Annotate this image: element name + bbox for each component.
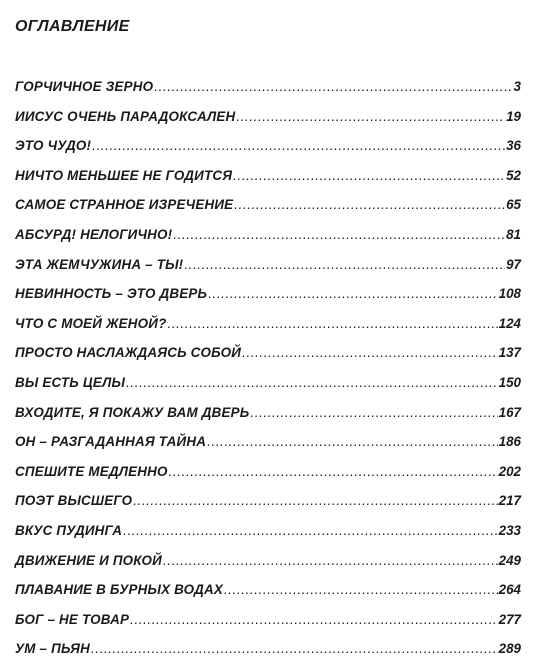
page-title: ОГЛАВЛЕНИЕ — [15, 18, 130, 35]
dot-leader — [130, 612, 498, 627]
dot-leader — [250, 405, 497, 420]
toc-entry — [15, 109, 521, 139]
dot-leader — [208, 286, 497, 301]
dot-leader — [234, 197, 505, 212]
toc-entry-page-number: 65 — [506, 197, 521, 213]
toc-entry — [15, 227, 521, 257]
toc-entry — [15, 553, 521, 583]
dot-leader — [91, 641, 498, 656]
toc-entry-page-number: 137 — [498, 345, 521, 361]
toc-entry-page-number: 186 — [498, 434, 521, 450]
toc-entry-title: НИЧТО МЕНЬШЕЕ НЕ ГОДИТСЯ — [15, 167, 233, 183]
dot-leader — [92, 138, 505, 153]
toc-entry — [15, 405, 521, 435]
toc-entry-page-number: 277 — [498, 611, 521, 627]
toc-entry-title: ГОРЧИЧНОЕ ЗЕРНО — [15, 79, 154, 94]
toc-entry — [15, 168, 521, 198]
toc-entry-page-number: 97 — [506, 256, 521, 272]
toc-entry — [15, 286, 521, 316]
dot-leader — [123, 523, 498, 538]
dot-leader — [242, 345, 498, 360]
toc-entry-page-number: 36 — [506, 138, 521, 154]
toc-entry-page-number: 19 — [506, 108, 521, 124]
toc-entry-page-number: 233 — [498, 522, 521, 538]
toc-entry — [15, 493, 521, 523]
toc-entry-page-number: 249 — [498, 552, 521, 568]
toc-entry — [15, 138, 521, 168]
toc-entry-page-number: 217 — [498, 493, 521, 509]
toc-entry-title: ВЫ ЕСТЬ ЦЕЛЫ — [15, 374, 126, 390]
toc-entry-page-number: 264 — [498, 582, 521, 598]
toc-entry-title: САМОЕ СТРАННОЕ ИЗРЕЧЕНИЕ — [15, 197, 234, 213]
toc-entry-title: ЭТА ЖЕМЧУЖИНА – ТЫ! — [15, 256, 184, 272]
toc-entry-title: ПЛАВАНИЕ В БУРНЫХ ВОДАХ — [15, 582, 223, 598]
toc-entry — [15, 612, 521, 642]
toc-entry — [15, 641, 521, 671]
toc-entry-title: ЭТО ЧУДО! — [15, 138, 92, 154]
toc-entry-page-number: 3 — [513, 79, 521, 94]
dot-leader — [126, 375, 498, 390]
toc-entry — [15, 464, 521, 494]
toc-entry — [15, 582, 521, 612]
dot-leader — [173, 227, 505, 242]
toc-entry — [15, 197, 521, 227]
toc-entry-page-number: 150 — [498, 374, 521, 390]
toc-entry-page-number: 289 — [498, 641, 521, 657]
toc-entry-title: АБСУРД! НЕЛОГИЧНО! — [15, 226, 173, 242]
table-of-contents — [15, 79, 521, 671]
toc-entry-title: ИИСУС ОЧЕНЬ ПАРАДОКСАЛЕН — [15, 108, 236, 124]
toc-entry — [15, 257, 521, 287]
toc-entry — [15, 523, 521, 553]
toc-entry-page-number: 167 — [498, 404, 521, 420]
toc-entry-title: ВХОДИТЕ, Я ПОКАЖУ ВАМ ДВЕРЬ — [15, 404, 250, 420]
toc-entry-title: ДВИЖЕНИЕ И ПОКОЙ — [15, 552, 162, 568]
toc-entry-page-number: 202 — [498, 463, 521, 479]
toc-entry — [15, 375, 521, 405]
toc-entry-title: ПРОСТО НАСЛАЖДАЯСЬ СОБОЙ — [15, 345, 242, 361]
dot-leader — [207, 434, 498, 449]
toc-entry-page-number: 52 — [506, 167, 521, 183]
dot-leader — [236, 109, 505, 124]
dot-leader — [169, 464, 498, 479]
dot-leader — [163, 553, 498, 568]
dot-leader — [168, 316, 498, 331]
dot-leader — [133, 493, 497, 508]
toc-entry-page-number: 81 — [506, 226, 521, 242]
dot-leader — [184, 257, 505, 272]
dot-leader — [154, 79, 512, 94]
dot-leader — [224, 582, 498, 597]
toc-entry — [15, 316, 521, 346]
toc-entry-page-number: 124 — [498, 315, 521, 331]
toc-entry — [15, 345, 521, 375]
toc-entry-title: ОН – РАЗГАДАННАЯ ТАЙНА — [15, 434, 207, 450]
toc-entry-title: ПОЭТ ВЫСШЕГО — [15, 493, 133, 509]
toc-entry-title: ВКУС ПУДИНГА — [15, 522, 123, 538]
toc-entry-page-number: 108 — [498, 286, 521, 302]
toc-entry-title: СПЕШИТЕ МЕДЛЕННО — [15, 463, 168, 479]
toc-entry-title: БОГ – НЕ ТОВАР — [15, 611, 130, 627]
toc-entry-title: НЕВИННОСТЬ – ЭТО ДВЕРЬ — [15, 286, 208, 302]
dot-leader — [233, 168, 505, 183]
toc-entry — [15, 434, 521, 464]
toc-entry-title: УМ – ПЬЯН — [15, 641, 90, 657]
toc-entry — [15, 79, 521, 109]
toc-entry-title: ЧТО С МОЕЙ ЖЕНОЙ? — [15, 315, 167, 331]
